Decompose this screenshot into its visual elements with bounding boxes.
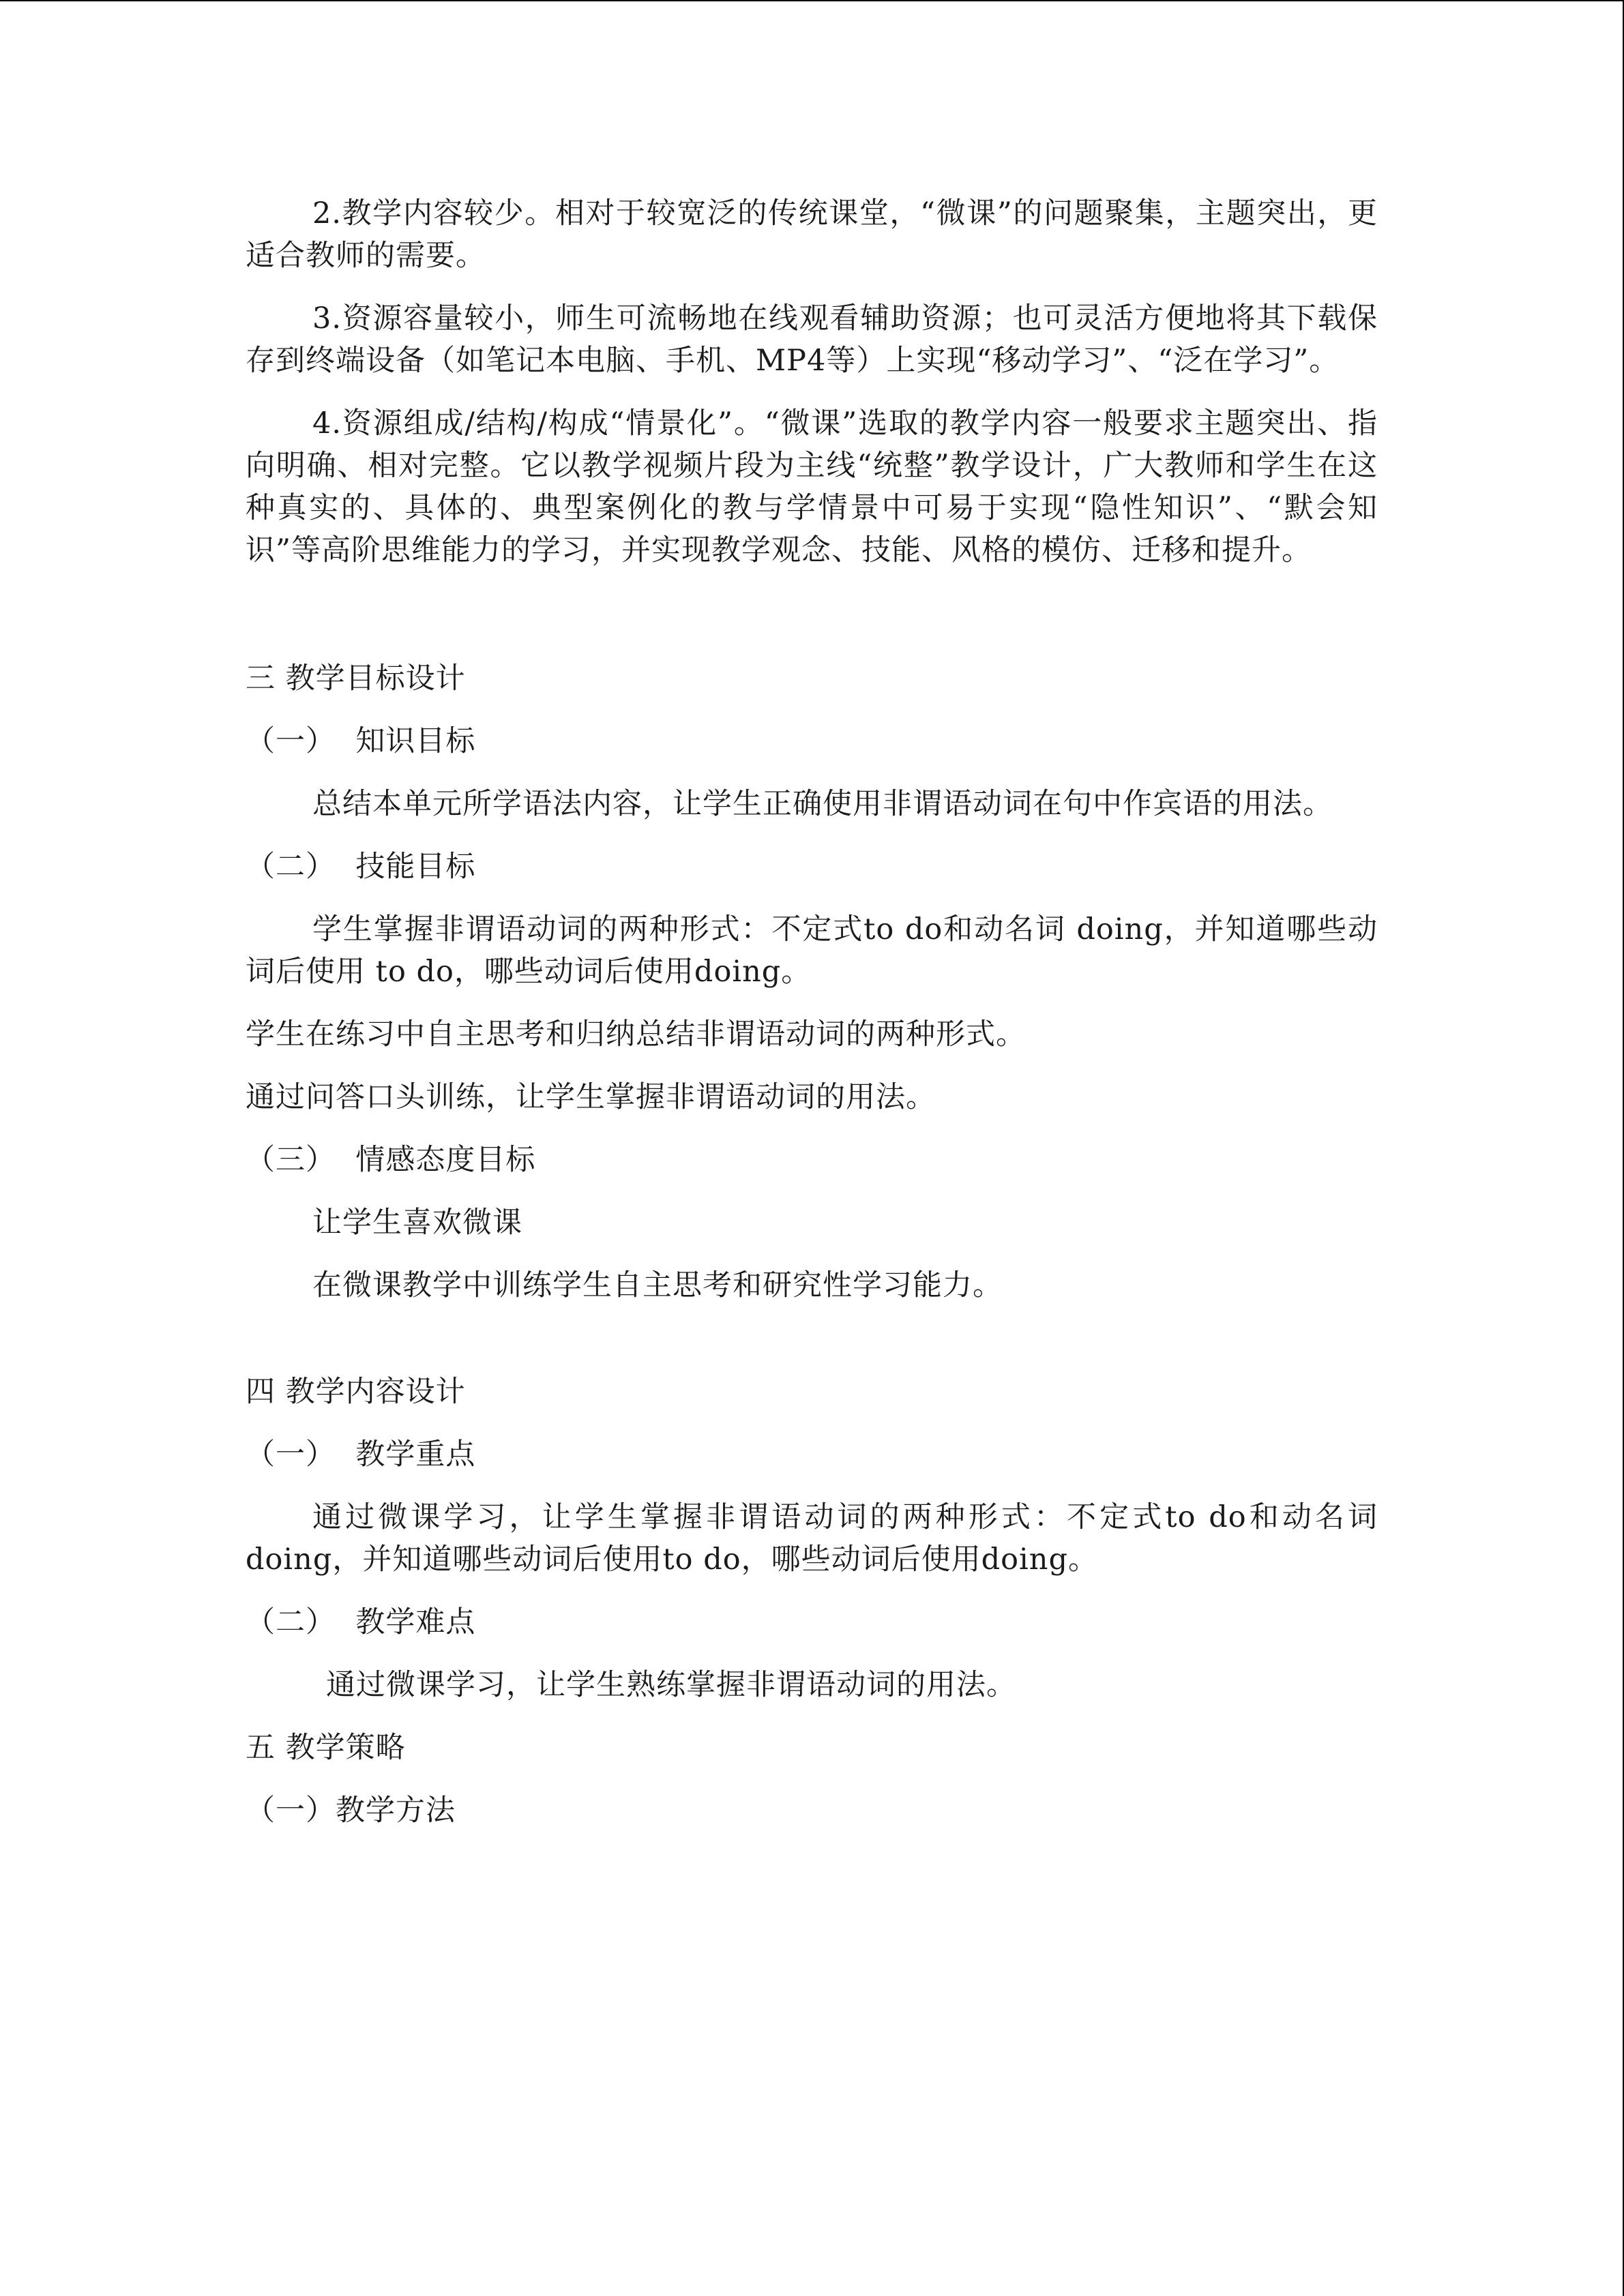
paragraph-teaching-difficulty: 通过微课学习，让学生熟练掌握非谓语动词的用法。 xyxy=(326,1668,1016,1702)
paragraph-skill-goal-1: 学生掌握非谓语动词的两种形式：不定式to do和动名词 doing，并知道哪些动词后使用 to do，哪些动词后使用doing。 xyxy=(246,912,1378,989)
subheading-teaching-key-point: （一） 教学重点 xyxy=(246,1437,476,1472)
heading-teaching-strategy: 五 教学策略 xyxy=(246,1731,406,1765)
paragraph-teaching-key-point: 通过微课学习，让学生掌握非谓语动词的两种形式：不定式to do和动名词 doing，并知道哪些动词后使用to do，哪些动词后使用doing。 xyxy=(246,1500,1378,1577)
subheading-skill-goal: （二） 技能目标 xyxy=(246,850,476,884)
section-gap xyxy=(246,592,1378,657)
paragraph-emotion-goal-1: 让学生喜欢微课 xyxy=(312,1206,522,1240)
subheading-teaching-difficulty: （二） 教学难点 xyxy=(246,1605,476,1639)
paragraph-skill-goal-3: 通过问答口头训练，让学生掌握非谓语动词的用法。 xyxy=(246,1080,936,1114)
paragraph-knowledge-goal: 总结本单元所学语法内容，让学生正确使用非谓语动词在句中作宾语的用法。 xyxy=(312,787,1333,821)
heading-teaching-content: 四 教学内容设计 xyxy=(246,1375,466,1409)
subheading-knowledge-goal: （一） 知识目标 xyxy=(246,724,476,758)
subheading-emotion-goal: （三） 情感态度目标 xyxy=(246,1143,536,1177)
subheading-teaching-method: （一）教学方法 xyxy=(246,1793,456,1828)
paragraph-skill-goal-2: 学生在练习中自主思考和归纳总结非谓语动词的两种形式。 xyxy=(246,1017,1026,1052)
paragraph-resource-context: 4.资源组成/结构/构成“情景化”。“微课”选取的教学内容一般要求主题突出、指向明确、相对完整。它以教学视频片段为主线“统整”教学设计，广大教师和学生在这种真实的、具体的、典型案例化的教与学情景中可易于实现“隐性知识”、“默会知识”等高阶思维能力的学习，并实现教学观念、技能、风格的模仿、迁移和提升。 xyxy=(246,406,1378,567)
heading-teaching-goals: 三 教学目标设计 xyxy=(246,661,466,696)
paragraph-resource-small: 3.资源容量较小，师生可流畅地在线观看辅助资源；也可灵活方便地将其下载保存到终端设备（如笔记本电脑、手机、MP4等）上实现“移动学习”、“泛在学习”。 xyxy=(246,301,1378,378)
document-body xyxy=(246,192,1378,1852)
paragraph-content-less: 2.教学内容较少。相对于较宽泛的传统课堂，“微课”的问题聚集，主题突出，更适合教师的需要。 xyxy=(246,196,1378,273)
section-gap xyxy=(246,1327,1378,1371)
paragraph-emotion-goal-2: 在微课教学中训练学生自主思考和研究性学习能力。 xyxy=(312,1268,1003,1302)
